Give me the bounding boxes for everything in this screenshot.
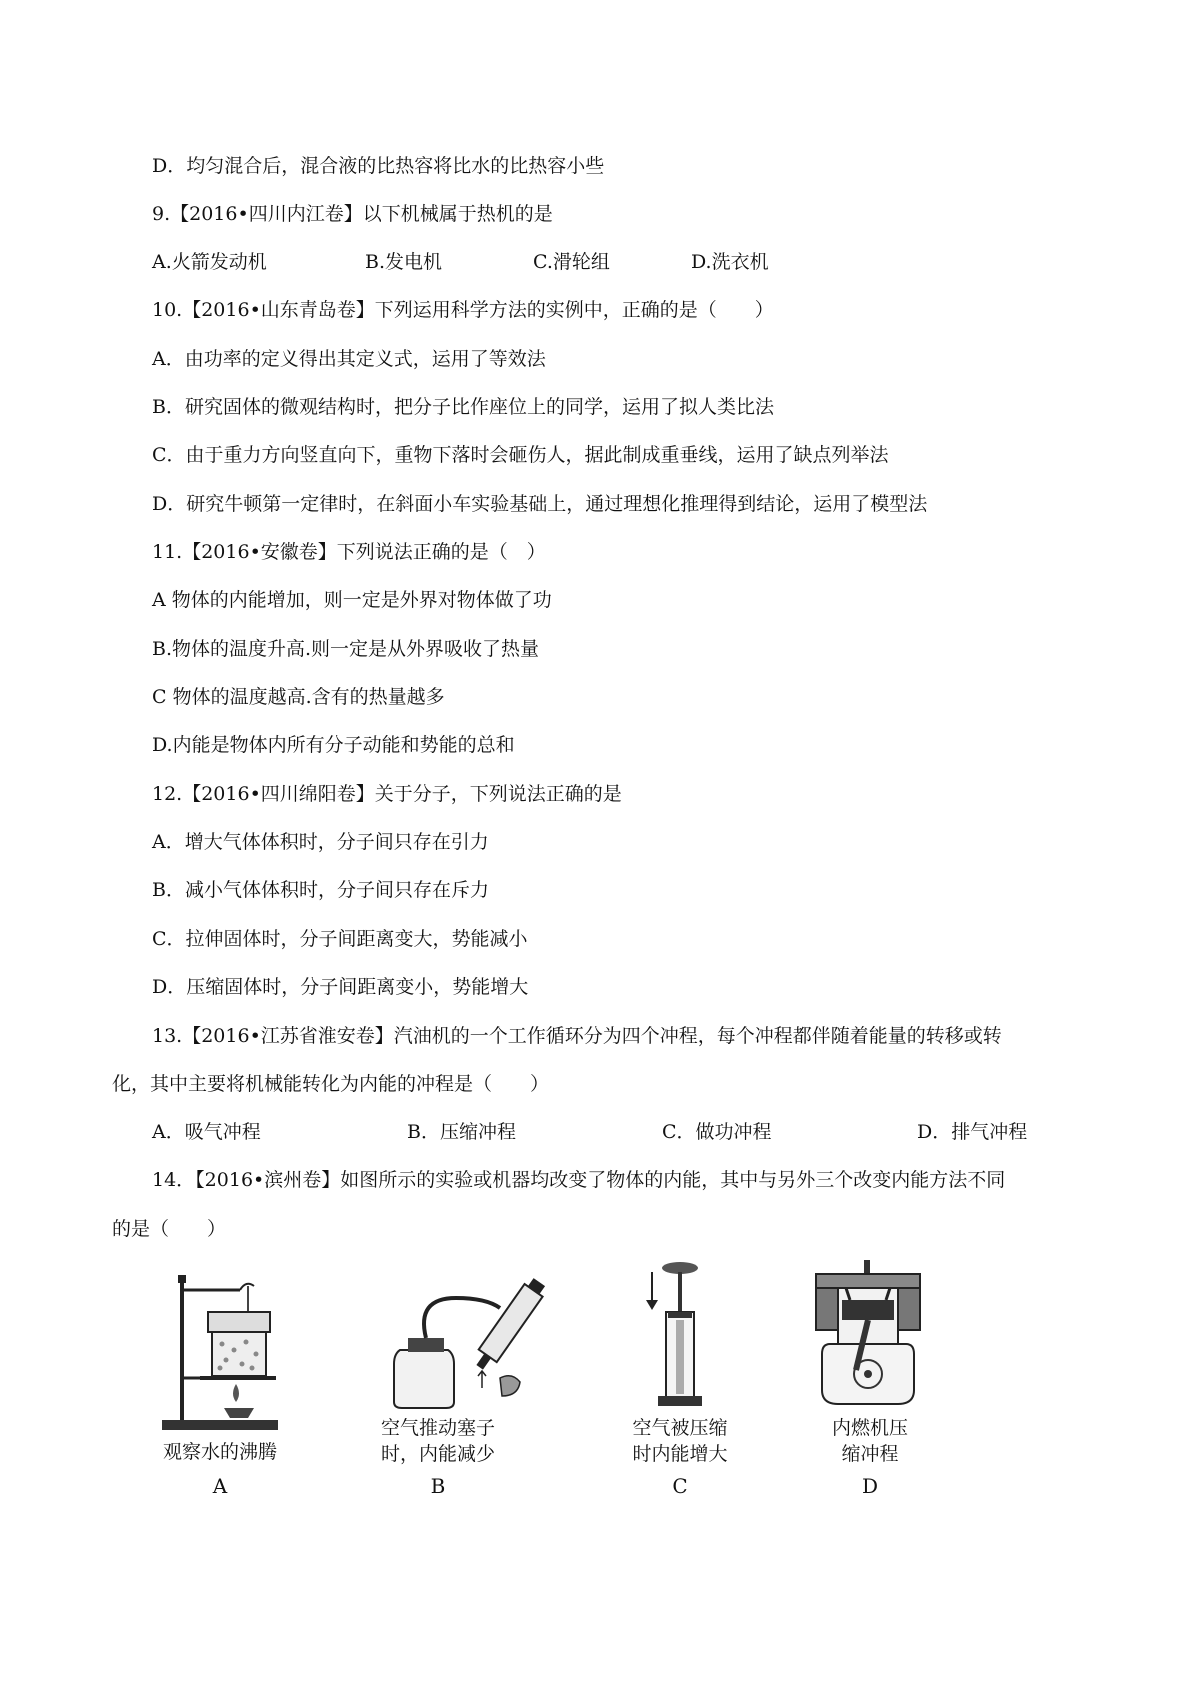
q13-option-d: D．排气冲程: [917, 1121, 1028, 1143]
question-12: 12.【2016•四川绵阳卷】关于分子，下列说法正确的是: [152, 783, 622, 805]
q10-option-b: B．研究固体的微观结构时，把分子比作座位上的同学，运用了拟人类比法: [152, 396, 774, 418]
figure-a-boiling-water: [160, 1260, 280, 1435]
figure-c-label: C: [672, 1474, 688, 1498]
q12-option-a: A．增大气体体积时，分子间只存在引力: [152, 831, 489, 853]
q12-option-d: D．压缩固体时，分子间距离变小，势能增大: [152, 976, 529, 998]
q10-option-d: D．研究牛顿第一定律时，在斜面小车实验基础上，通过理想化推理得到结论，运用了模型法: [152, 493, 928, 515]
figure-b-caption-line-1: 空气推动塞子: [380, 1417, 495, 1439]
q11-option-b: B.物体的温度升高.则一定是从外界吸收了热量: [152, 638, 540, 660]
q13-option-a: A．吸气冲程: [152, 1121, 261, 1143]
figure-d-caption-line-2: 缩冲程: [841, 1443, 899, 1465]
q8-option-d: D．均匀混合后，混合液的比热容将比水的比热容小些: [152, 155, 605, 177]
q9-option-d: D.洗衣机: [691, 251, 769, 273]
figure-c-caption-line-2: 时内能增大: [632, 1443, 728, 1465]
figure-b-caption-line-2: 时，内能减少: [380, 1443, 495, 1465]
question-13-line-2: 化，其中主要将机械能转化为内能的冲程是（ ）: [112, 1073, 550, 1095]
q10-option-a: A．由功率的定义得出其定义式，运用了等效法: [152, 348, 546, 370]
figure-d-caption-line-1: 内燃机压: [831, 1417, 908, 1439]
figure-c-caption-line-1: 空气被压缩: [632, 1417, 728, 1439]
question-13-line-1: 13.【2016•江苏省淮安卷】汽油机的一个工作循环分为四个冲程，每个冲程都伴随着能量的转移或转: [152, 1025, 1002, 1047]
q9-option-c: C.滑轮组: [533, 251, 610, 273]
q11-option-c: C 物体的温度越高.含有的热量越多: [152, 686, 445, 708]
figure-b-air-stopper: [380, 1260, 555, 1410]
figure-d-label: D: [861, 1474, 879, 1498]
question-9: 9.【2016•四川内江卷】以下机械属于热机的是: [152, 203, 553, 225]
q12-option-c: C．拉伸固体时，分子间距离变大，势能减小: [152, 928, 528, 950]
figure-a-label: A: [212, 1474, 228, 1498]
q9-option-b: B.发电机: [365, 251, 443, 273]
q13-option-b: B．压缩冲程: [407, 1121, 516, 1143]
q12-option-b: B．减小气体体积时，分子间只存在斥力: [152, 879, 489, 901]
q10-option-c: C．由于重力方向竖直向下，重物下落时会砸伤人，据此制成重垂线，运用了缺点列举法: [152, 444, 889, 466]
question-14-line-2: 的是（ ）: [112, 1218, 227, 1240]
q11-option-d: D.内能是物体内所有分子动能和势能的总和: [152, 734, 515, 756]
question-11: 11.【2016•安徽卷】下列说法正确的是（ ）: [152, 541, 546, 563]
question-14-line-1: 14．【2016•滨州卷】如图所示的实验或机器均改变了物体的内能，其中与另外三个改变内能方法不同: [152, 1169, 1006, 1191]
figure-c-compression-syringe: [640, 1260, 720, 1410]
q11-option-a: A 物体的内能增加，则一定是外界对物体做了功: [152, 589, 552, 611]
q9-option-a: A.火箭发动机: [152, 251, 267, 273]
figure-d-engine-compression: [810, 1260, 930, 1410]
q13-option-c: C．做功冲程: [662, 1121, 772, 1143]
figure-b-label: B: [430, 1474, 446, 1498]
question-10: 10.【2016•山东青岛卷】下列运用科学方法的实例中，正确的是（ ）: [152, 299, 774, 321]
figure-a-caption: 观察水的沸腾: [162, 1441, 277, 1463]
